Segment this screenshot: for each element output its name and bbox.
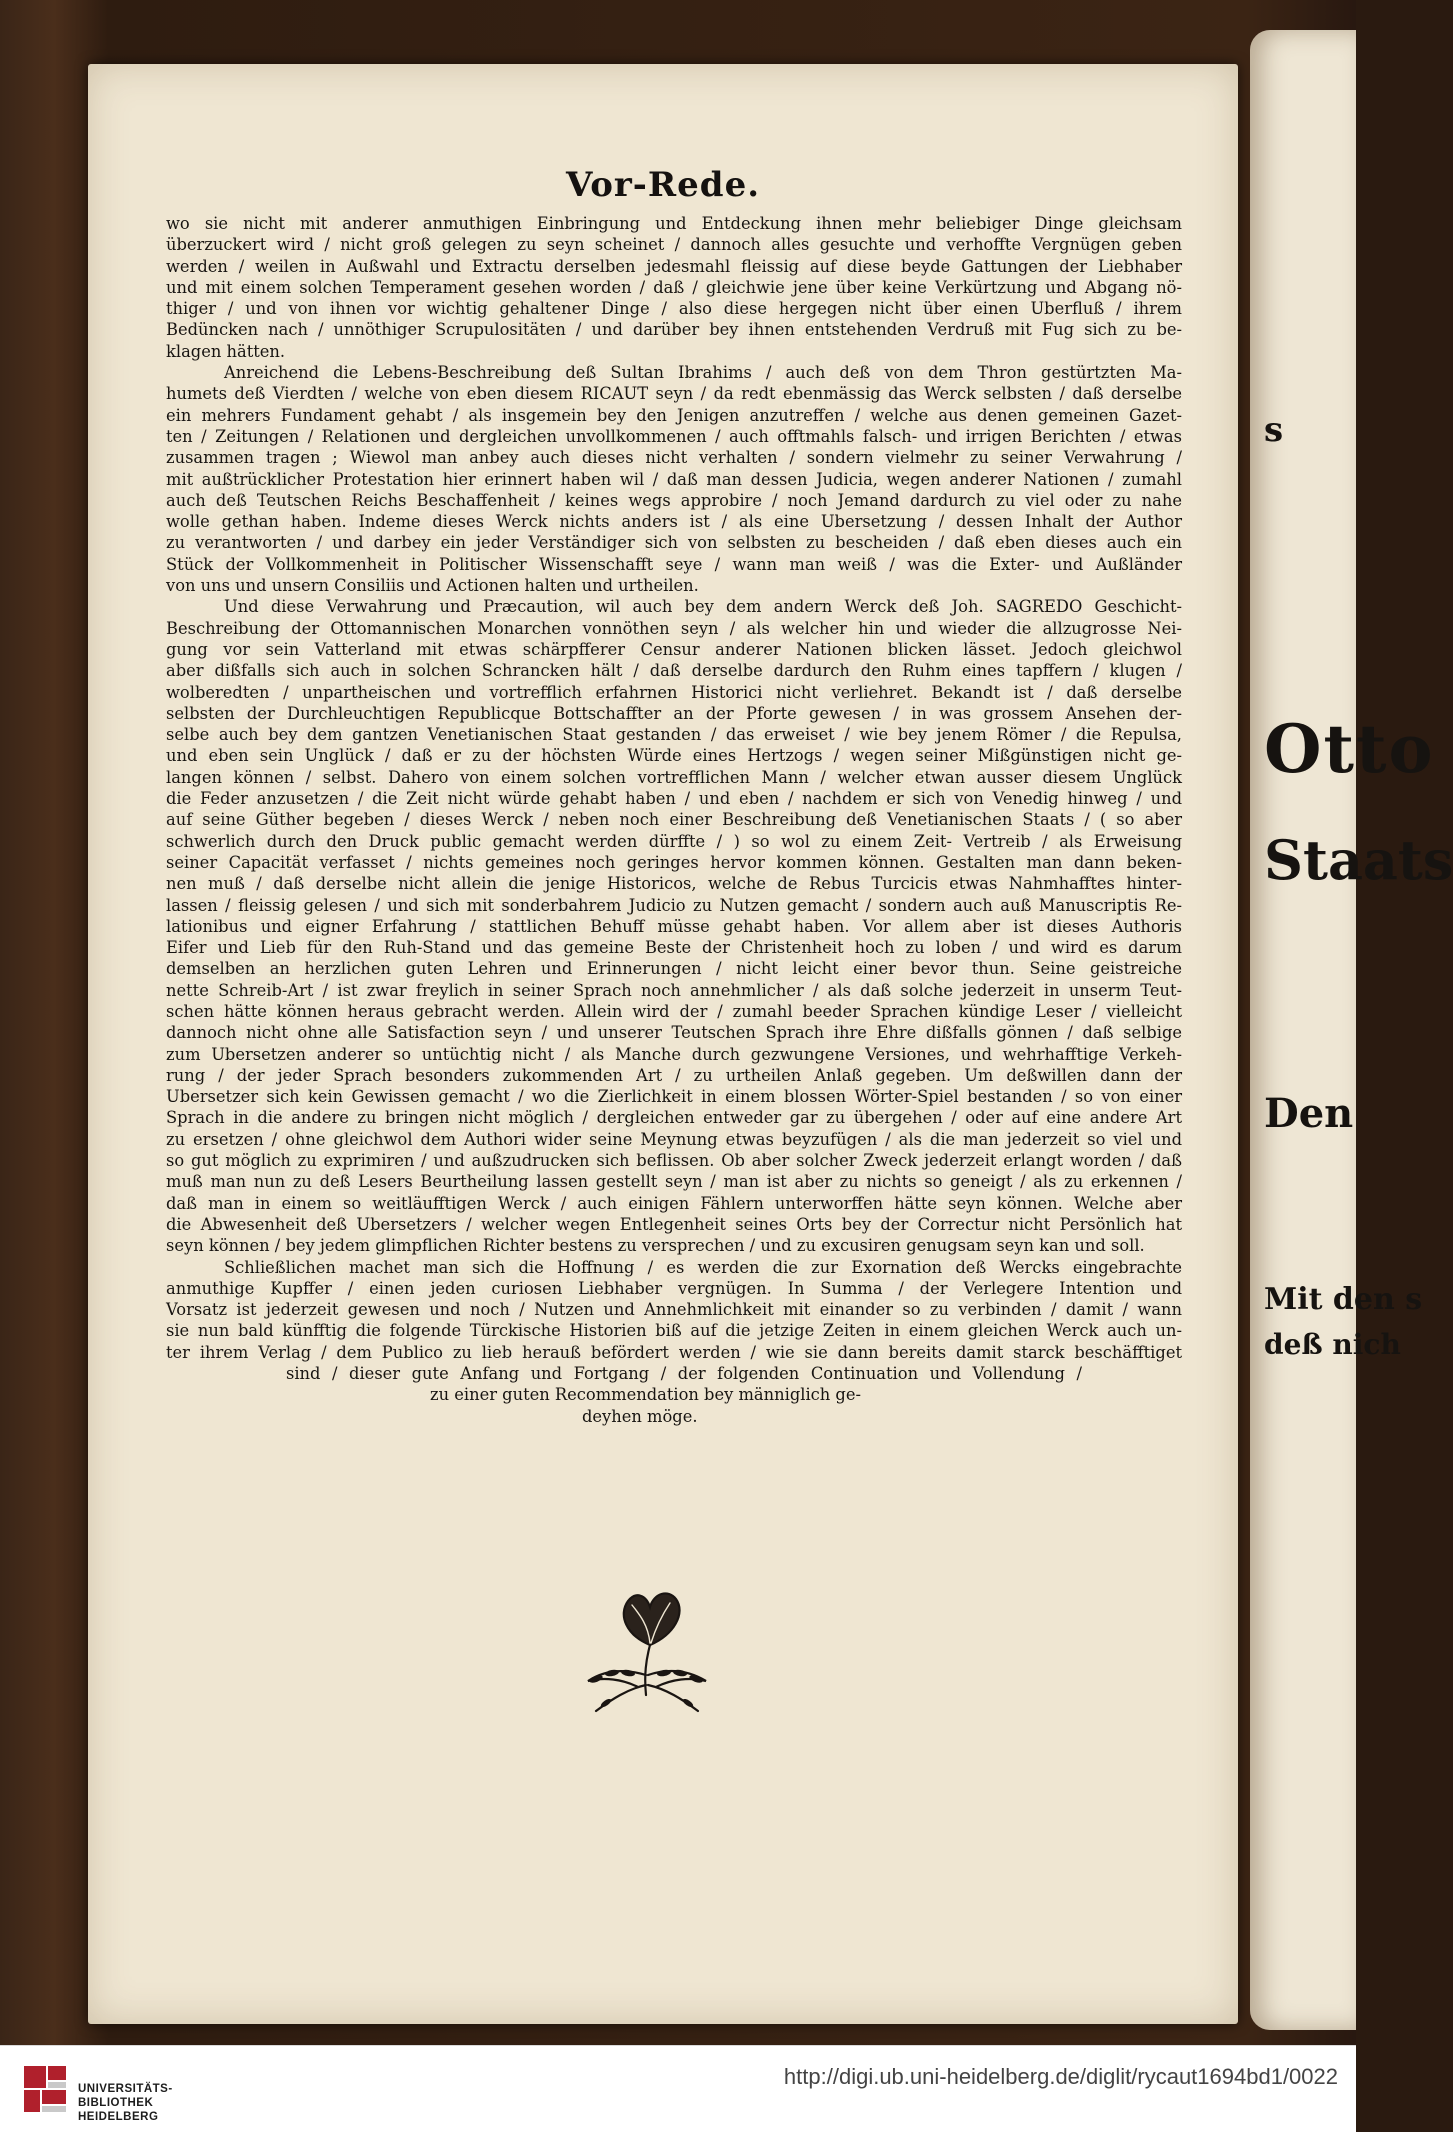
text-line: thiger / und von ihnen vor wichtig gehaltener Dinge / also diese hergegen nicht über einen Uberfluß / ihrem (166, 299, 1182, 319)
text-line: schen hätte können heraus gebracht werden. Allein wird der / zumahl beeder Sprachen kündige Leser / vielleicht (166, 1001, 1182, 1021)
text-line: selbe auch bey dem gantzen Venetianischen Staat gestanden / das erweiset / wie bey jenem Römer / die Repulsa, (166, 725, 1182, 745)
body-text (166, 213, 1182, 1427)
library-name-line: HEIDELBERG (78, 2111, 159, 2123)
library-name-line: BIBLIOTHEK (78, 2097, 154, 2109)
text-line: Bedüncken nach / unnöthiger Scrupulositäten / und darüber bey ihnen entstehenden Verdruß mit Fug sich zu be- (166, 320, 1182, 340)
text-line: sind / dieser gute Anfang und Fortgang / der folgenden Continuation und Vollendung / (286, 1364, 1082, 1384)
adjacent-page-fragment: Den (1264, 1090, 1354, 1137)
text-line: ein mehrers Fundament gehabt / als insgemein bey den Jenigen anzutreffen / welche aus denen gemeinen Gazet- (166, 405, 1182, 425)
library-name-line: UNIVERSITÄTS- (78, 2083, 173, 2095)
text-line: Eifer und Lieb für den Ruh-Stand und das gemeine Beste der Christenheit hoch zu loben / und wird es darum (166, 938, 1182, 958)
text-line: demselben an herzlichen guten Lehren und Erinnerungen / nicht leicht einer bevor thun. Seine geistreiche (166, 959, 1182, 979)
text-line: deyhen möge. (582, 1406, 698, 1426)
text-line: ten / Zeitungen / Relationen und dergleichen unvollkommenen / auch offtmahls falsch- und irrigen Berichten / etwas (166, 426, 1182, 446)
text-line: seyn können / bey jedem glimpflichen Richter bestens zu versprechen / und zu excusiren genugsam seyn kan und soll. (166, 1236, 1145, 1256)
text-line: die Abwesenheit deß Ubersetzers / welcher wegen Entlegenheit seines Orts bey der Correctur nicht Persönlich hat (166, 1214, 1182, 1234)
text-line: zum Ubersetzen anderer so untüchtig nicht / als Manche durch gezwungene Versiones, und wehrhafftige Verkeh- (166, 1044, 1182, 1064)
text-line: die Feder anzusetzen / die Zeit nicht würde gehabt haben / und eben / nachdem er sich von Venedig hinweg / und (166, 789, 1182, 809)
text-line: wolberedten / unpartheischen und vortrefflich erfahrnen Historici nicht verliehret. Bekandt ist / daß derselbe (166, 682, 1182, 702)
text-line: Stück der Vollkommenheit in Politischer Wissenschafft seye / wann man weiß / was die Exter- und Außländer (166, 554, 1182, 574)
document-url-link[interactable]: http://digi.ub.uni-heidelberg.de/diglit/rycaut1694bd1/0022 (783, 2064, 1338, 2089)
text-line: selbsten der Durchleuchtigen Republicque Bottschaffter an der Pforte gewesen / in was grossem Ansehen der- (166, 703, 1182, 723)
text-line: rung / der jeder Sprach besonders zukommenden Art / zu urtheilen Anlaß gegeben. Um deßwillen dann der (166, 1065, 1182, 1085)
text-line: so gut möglich zu exprimiren / und außzudrucken sich beflissen. Ob aber solcher Zweck jederzeit erlangt worden / daß (166, 1151, 1182, 1171)
text-line: wolle gethan haben. Indeme dieses Werck nichts anders ist / als eine Ubersetzung / dessen Inhalt der Author (166, 512, 1182, 532)
text-line: dannoch nicht ohne alle Satisfaction seyn / und unserer Teutschen Sprach ihre Ehre dißfalls gönnen / daß selbige (166, 1023, 1182, 1043)
text-line: Ubersetzer sich kein Gewissen gemacht / wo die Zierlichkeit in einem blossen Wörter-Spiel bestanden / so von einer (166, 1087, 1182, 1107)
flower-ornament-icon (566, 1565, 726, 1715)
text-line: Schließlichen machet man sich die Hoffnung / es werden die zur Exornation deß Wercks eingebrachte (224, 1257, 1182, 1277)
text-line: mit außtrücklicher Protestation hier erinnert haben wil / daß man dessen Judicia, wegen anderer Nationen / zumahl (166, 469, 1182, 489)
text-line: werden / weilen in Außwahl und Extractu derselben jedesmahl fleissig auf diese beyde Gattungen der Liebhaber (166, 256, 1182, 276)
text-line: humets deß Vierdten / welche von eben diesem RICAUT seyn / da redt ebenmässig das Werck selbsten / daß derselbe (166, 384, 1182, 404)
text-line: und eben sein Unglück / daß er zu der höchsten Würde eines Hertzogs / wegen seiner Mißgünstigen nicht ge- (166, 746, 1182, 766)
text-line: lassen / fleissig gelesen / und sich mit sonderbahrem Judicio zu Nutzen gemacht / sondern auch auß Manuscriptis Re- (166, 895, 1182, 915)
text-line: Anreichend die Lebens-Beschreibung deß Sultan Ibrahims / auch deß von dem Thron gestürtzten Ma- (224, 363, 1182, 383)
text-line: nette Schreib-Art / ist zwar freylich in seiner Sprach noch annehmlicher / als daß solche jederzeit in unserm Teut- (166, 980, 1182, 1000)
text-line: Und diese Verwahrung und Præcaution, wil auch bey dem andern Werck deß Joh. SAGREDO Geschicht- (224, 597, 1182, 617)
text-line: daß man in einem so weitläufftigen Werck / auch einigen Fählern unterworffen hätte seyn können. Welche aber (166, 1193, 1182, 1213)
text-line: schwerlich durch den Druck public gemacht werden dürffte / ) so wol zu einem Zeit- Vertreib / als Erweisung (166, 831, 1182, 851)
text-line: lationibus und eigner Erfahrung / stattlichen Behuff müsse gehabt haben. Vor allem aber ist dieses Authoris (166, 916, 1182, 936)
text-line: Vorsatz ist jederzeit gewesen und noch / Nutzen und Annehmlichkeit mit einander so zu verbinden / damit / wann (166, 1300, 1182, 1320)
text-line: langen können / selbst. Dahero von einem solchen vortrefflichen Mann / welcher etwan ausser diesem Unglück (166, 767, 1182, 787)
text-line: zusammen tragen ; Wiewol man anbey auch dieses nicht verhalten / sondern vielmehr zu seiner Verwahrung / (166, 448, 1182, 468)
adjacent-page-fragment: s (1264, 410, 1284, 450)
text-line: und mit einem solchen Temperament gesehen worden / daß / gleichwie jene über keine Verkürtzung und Abgang nö- (166, 277, 1182, 297)
text-line: zu ersetzen / ohne gleichwol dem Authori wider seine Meynung etwas beyzufügen / als die man jederzeit so viel und (166, 1129, 1182, 1149)
text-line: auf seine Güther begeben / dieses Werck / neben noch einer Beschreibung deß Venetianischen Staats / ( so aber (166, 810, 1182, 830)
page-heading: Vor-Rede. (565, 165, 761, 205)
text-line: sie nun bald künfftig die folgende Türckische Historien biß auf die jetzige Zeiten in einem gleichen Werck auch un- (166, 1321, 1182, 1341)
text-line: nen muß / daß derselbe nicht allein die jenige Historicos, welche de Rebus Turcicis etwas Nahmhafftes hinter- (166, 874, 1182, 894)
adjacent-page-edge (1250, 30, 1453, 2030)
text-line: zu einer guten Recommendation bey männiglich ge- (430, 1385, 861, 1405)
adjacent-page-fragment: deß nich (1264, 1328, 1401, 1361)
text-line: wo sie nicht mit anderer anmuthigen Einbringung und Entdeckung ihnen mehr beliebiger Dinge gleichsam (166, 214, 1182, 233)
library-name (78, 2082, 173, 2124)
text-line: seiner Capacität verfasset / nichts gemeines noch geringes hervor kommen können. Gestalten man dann beken- (166, 852, 1182, 872)
adjacent-page-fragment: Otto (1264, 710, 1435, 788)
text-line: klagen hätten. (166, 341, 286, 361)
adjacent-page-fragment: Staats (1264, 828, 1453, 892)
text-line: überzuckert wird / nicht groß gelegen zu seyn scheinet / dannoch alles gesuchte und verhoffte Vergnügen geben (166, 235, 1182, 255)
text-line: zu verantworten / und darbey ein jeder Verständiger sich von selbsten zu bescheiden / daß eben dieses auch ein (166, 533, 1182, 553)
text-line: Beschreibung der Ottomannischen Monarchen vonnöthen seyn / als welcher hin und wieder die allzugrosse Nei- (166, 618, 1182, 638)
text-line: anmuthige Kupffer / einen jeden curiosen Liebhaber vergnügen. In Summa / der Verlegere Intention und (166, 1278, 1182, 1298)
text-line: aber dißfalls sich auch in solchen Schrancken hält / daß derselbe dardurch den Ruhm eines tapffern / klugen / (166, 661, 1182, 681)
text-line: muß man nun zu deß Lesers Beurtheilung lassen gestellt seyn / man ist aber zu nichts so geneigt / als zu erkennen / (166, 1172, 1182, 1192)
text-line: ter ihrem Verlag / dem Publico zu lieb herauß befördert werden / wie sie dann bereits damit starck beschäfftiget (166, 1342, 1182, 1362)
adjacent-page-fragment: Mit den s (1264, 1282, 1423, 1317)
text-line: von uns und unsern Consiliis und Actionen halten und urtheilen. (166, 576, 699, 596)
text-line: gung vor sein Vatterland mit etwas schärpfferer Censur anderer Nationen blicken lässet. Jedoch gleichwol (166, 639, 1182, 659)
text-line: auch deß Teutschen Reichs Beschaffenheit / keines wegs approbire / noch Jemand dardurch zu viel oder zu nahe (166, 490, 1182, 510)
text-line: Sprach in die andere zu bringen nicht möglich / dergleichen entweder gar zu übergehen / oder auf eine andere Art (166, 1108, 1182, 1128)
